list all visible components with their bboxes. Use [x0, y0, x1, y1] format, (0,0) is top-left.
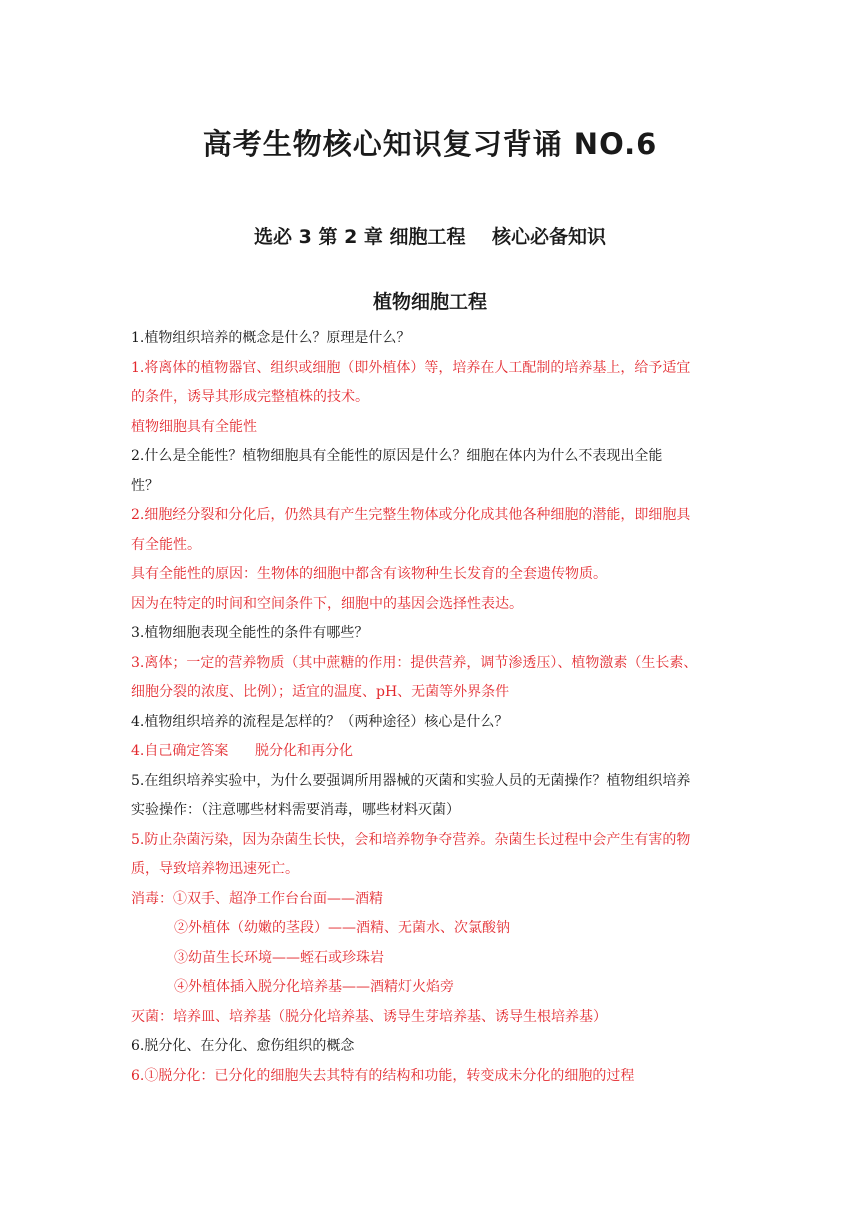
disinfection-item-2: ②外植体（幼嫩的茎段）——酒精、无菌水、次氯酸钠	[174, 920, 510, 936]
answer-1-line-2: 的条件，诱导其形成完整植株的技术。	[131, 389, 369, 405]
disinfection-item-4: ④外植体插入脱分化培养基——酒精灯火焰旁	[174, 979, 454, 995]
document-body	[131, 324, 731, 1091]
answer-2-expression: 因为在特定的时间和空间条件下，细胞中的基因会选择性表达。	[131, 595, 523, 612]
answer-1-principle: 植物细胞具有全能性	[131, 418, 257, 435]
chapter-heading: 选必 3 第 2 章 细胞工程 核心必备知识	[254, 226, 606, 248]
question-6: 6.脱分化、在分化、愈伤组织的概念	[131, 1038, 355, 1054]
answer-2-reason: 具有全能性的原因：生物体的细胞中都含有该物种生长发育的全套遗传物质。	[131, 566, 607, 582]
disinfection-item-3: ③幼苗生长环境——蛭石或珍珠岩	[174, 949, 384, 966]
question-2-line-2: 性？	[131, 477, 159, 494]
answer-4: 4.自己确定答案 脱分化和再分化	[131, 743, 354, 759]
question-1: 1.植物组织培养的概念是什么？原理是什么？	[131, 330, 411, 346]
answer-6-dedifferentiation: 6.①脱分化：已分化的细胞失去其特有的结构和功能，转变成未分化的细胞的过程	[131, 1067, 635, 1084]
sterilization-line: 灭菌：培养皿、培养基（脱分化培养基、诱导生芽培养基、诱导生根培养基）	[131, 1008, 607, 1025]
section-heading: 植物细胞工程	[372, 291, 487, 313]
answer-5-line-1: 5.防止杂菌污染，因为杂菌生长快，会和培养物争夺营养。杂菌生长过程中会产生有害的物	[131, 831, 691, 848]
question-4: 4.植物组织培养的流程是怎样的？（两种途径）核心是什么？	[131, 713, 509, 730]
answer-2-line-2: 有全能性。	[131, 536, 201, 553]
answer-2-line-1: 2.细胞经分裂和分化后，仍然具有产生完整生物体或分化成其他各种细胞的潜能，即细胞具	[131, 507, 691, 523]
question-3: 3.植物细胞表现全能性的条件有哪些？	[131, 625, 369, 641]
question-5-line-2: 实验操作：（注意哪些材料需要消毒，哪些材料灭菌）	[131, 802, 460, 818]
question-5-line-1: 5.在组织培养实验中，为什么要强调所用器械的灭菌和实验人员的无菌操作？植物组织培养	[131, 772, 691, 789]
answer-3-line-2: 细胞分裂的浓度、比例）；适宜的温度、pH、无菌等外界条件	[131, 684, 510, 700]
disinfection-item-1: 消毒：①双手、超净工作台台面——酒精	[131, 890, 383, 907]
answer-1-line-1: 1.将离体的植物器官、组织或细胞（即外植体）等，培养在人工配制的培养基上，给予适宜	[131, 359, 691, 376]
question-2-line-1: 2.什么是全能性？植物细胞具有全能性的原因是什么？细胞在体内为什么不表现出全能	[131, 448, 663, 464]
answer-5-line-2: 质，导致培养物迅速死亡。	[131, 861, 299, 877]
document-title: 高考生物核心知识复习背诵 NO.6	[202, 127, 658, 161]
answer-3-line-1: 3.离体；一定的营养物质（其中蔗糖的作用：提供营养，调节渗透压）、植物激素（生长素、	[131, 654, 698, 671]
